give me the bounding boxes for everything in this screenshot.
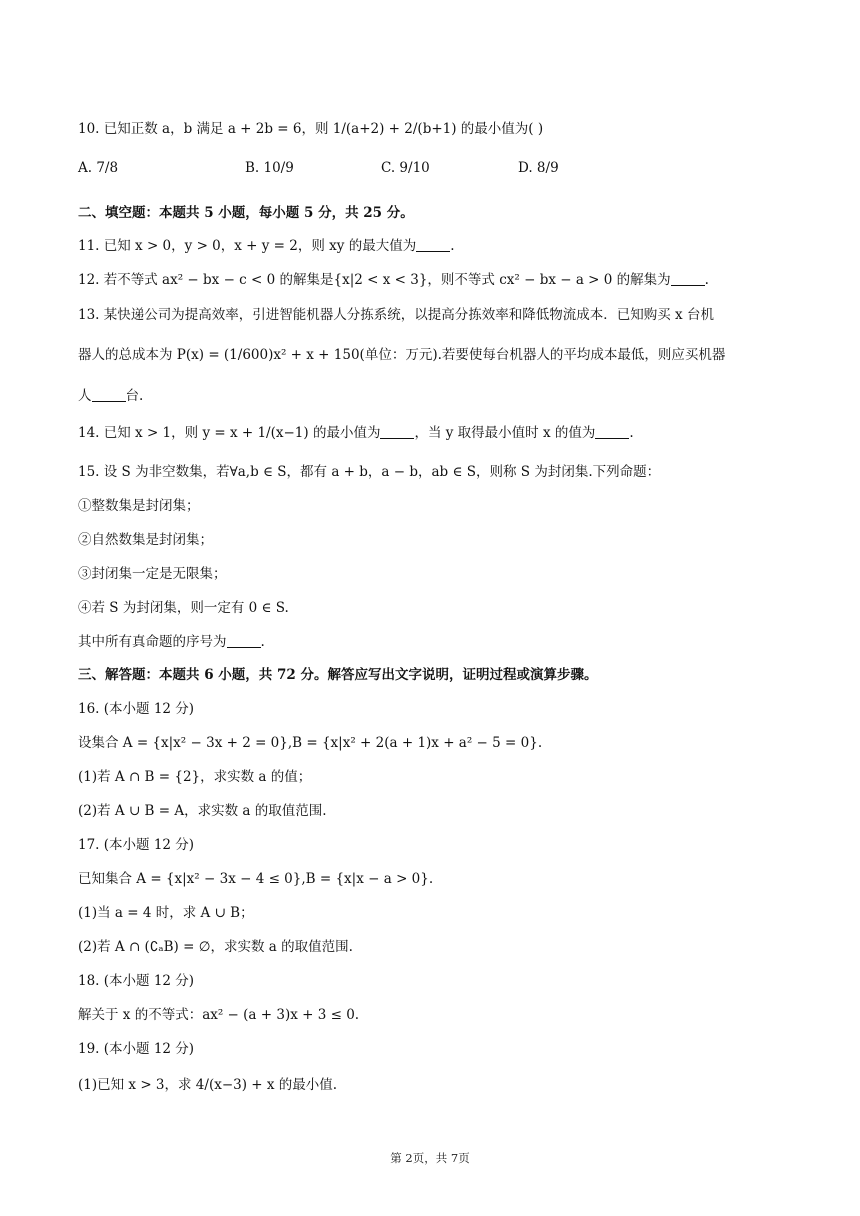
- question-11-text: 11. 已知 x > 0，y > 0，x + y = 2，则 xy 的最大值为: [78, 238, 417, 254]
- question-15-item-4: ④若 S 为封闭集，则一定有 0 ∈ S.: [78, 600, 289, 616]
- question-14-text-a: 14. 已知 x > 1，则 y = x + 1/(x−1) 的最小值为: [78, 425, 381, 441]
- answer-blank: [92, 387, 126, 402]
- question-15-ask: 其中所有真命题的序号为 .: [78, 634, 265, 650]
- question-14-text-b: ，当 y 取得最小值时 x 的值为: [414, 425, 596, 441]
- question-16-head: 16. (本小题 12 分): [78, 701, 195, 717]
- question-18-head: 18. (本小题 12 分): [78, 973, 195, 989]
- question-14: 14. 已知 x > 1，则 y = x + 1/(x−1) 的最小值为 ，当 y 取得最小值时 x 的值为 .: [78, 425, 634, 441]
- question-13-line-1: 13. 某快递公司为提高效率，引进智能机器人分拣系统，以提高分拣效率和降低物流成本．已知购买 x 台机: [78, 307, 714, 323]
- question-15-item-2: ②自然数集是封闭集；: [78, 532, 213, 548]
- question-17-head: 17. (本小题 12 分): [78, 837, 195, 853]
- question-13-text-b: 台.: [125, 388, 144, 404]
- page-footer: 第 2页，共 7页: [390, 1151, 470, 1165]
- question-10-options: [78, 160, 678, 188]
- question-13-line-3: [78, 386, 143, 406]
- option-b: B. 10/9: [245, 160, 294, 176]
- option-d: D. 8/9: [518, 160, 559, 176]
- answer-blank: [595, 424, 629, 439]
- question-10: 10. 已知正数 a，b 满足 a + 2b = 6，则 1/(a+2) + 2/(b+1) 的最小值为( ): [78, 121, 544, 137]
- question-17-part-1: (1)当 a = 4 时，求 A ∪ B；: [78, 905, 254, 921]
- answer-blank: [380, 424, 414, 439]
- question-12-text: 12. 若不等式 ax² − bx − c < 0 的解集是{x|2 < x < 3}，则不等式 cx² − bx − a > 0 的解集为: [78, 272, 671, 288]
- answer-blank: [416, 237, 450, 252]
- question-19-part-1: (1)已知 x > 3，求 4/(x−3) + x 的最小值.: [78, 1077, 338, 1093]
- question-12: 12. 若不等式 ax² − bx − c < 0 的解集是{x|2 < x < 3}，则不等式 cx² − bx − a > 0 的解集为 .: [78, 272, 709, 288]
- section-fill-in-heading: 二、填空题：本题共 5 小题，每小题 5 分，共 25 分。: [78, 205, 414, 221]
- question-17-stem: 已知集合 A = {x|x² − 3x − 4 ≤ 0},B = {x|x − a > 0}.: [78, 871, 434, 887]
- question-19-head: 19. (本小题 12 分): [78, 1041, 195, 1057]
- question-13-text-a: 人: [78, 388, 92, 404]
- question-15-stem: 15. 设 S 为非空数集，若∀a,b ∈ S，都有 a + b，a − b，ab ∈ S，则称 S 为封闭集.下列命题：: [78, 464, 661, 480]
- question-18-stem: 解关于 x 的不等式：ax² − (a + 3)x + 3 ≤ 0.: [78, 1007, 360, 1023]
- question-16-stem: 设集合 A = {x|x² − 3x + 2 = 0},B = {x|x² + 2(a + 1)x + a² − 5 = 0}.: [78, 735, 543, 751]
- question-15-item-1: ①整数集是封闭集；: [78, 498, 200, 514]
- answer-blank: [671, 271, 705, 286]
- question-16-part-2: (2)若 A ∪ B = A，求实数 a 的取值范围.: [78, 803, 327, 819]
- question-15-item-3: ③封闭集一定是无限集；: [78, 566, 227, 582]
- option-c: C. 9/10: [381, 160, 430, 176]
- question-13-line-2: 器人的总成本为 P(x) = (1/600)x² + x + 150(单位：万元).若要使每台机器人的平均成本最低，则应买机器: [78, 347, 726, 363]
- question-11: 11. 已知 x > 0，y > 0，x + y = 2，则 xy 的最大值为 .: [78, 238, 455, 254]
- section-answer-heading: 三、解答题：本题共 6 小题，共 72 分。解答应写出文字说明，证明过程或演算步骤。: [78, 667, 598, 683]
- answer-blank: [227, 633, 261, 648]
- question-15-ask-text: 其中所有真命题的序号为: [78, 634, 227, 650]
- question-17-part-2: (2)若 A ∩ (∁ₐB) = ∅，求实数 a 的取值范围.: [78, 939, 353, 955]
- question-16-part-1: (1)若 A ∩ B = {2}，求实数 a 的值；: [78, 769, 312, 785]
- option-a: A. 7/8: [78, 160, 119, 176]
